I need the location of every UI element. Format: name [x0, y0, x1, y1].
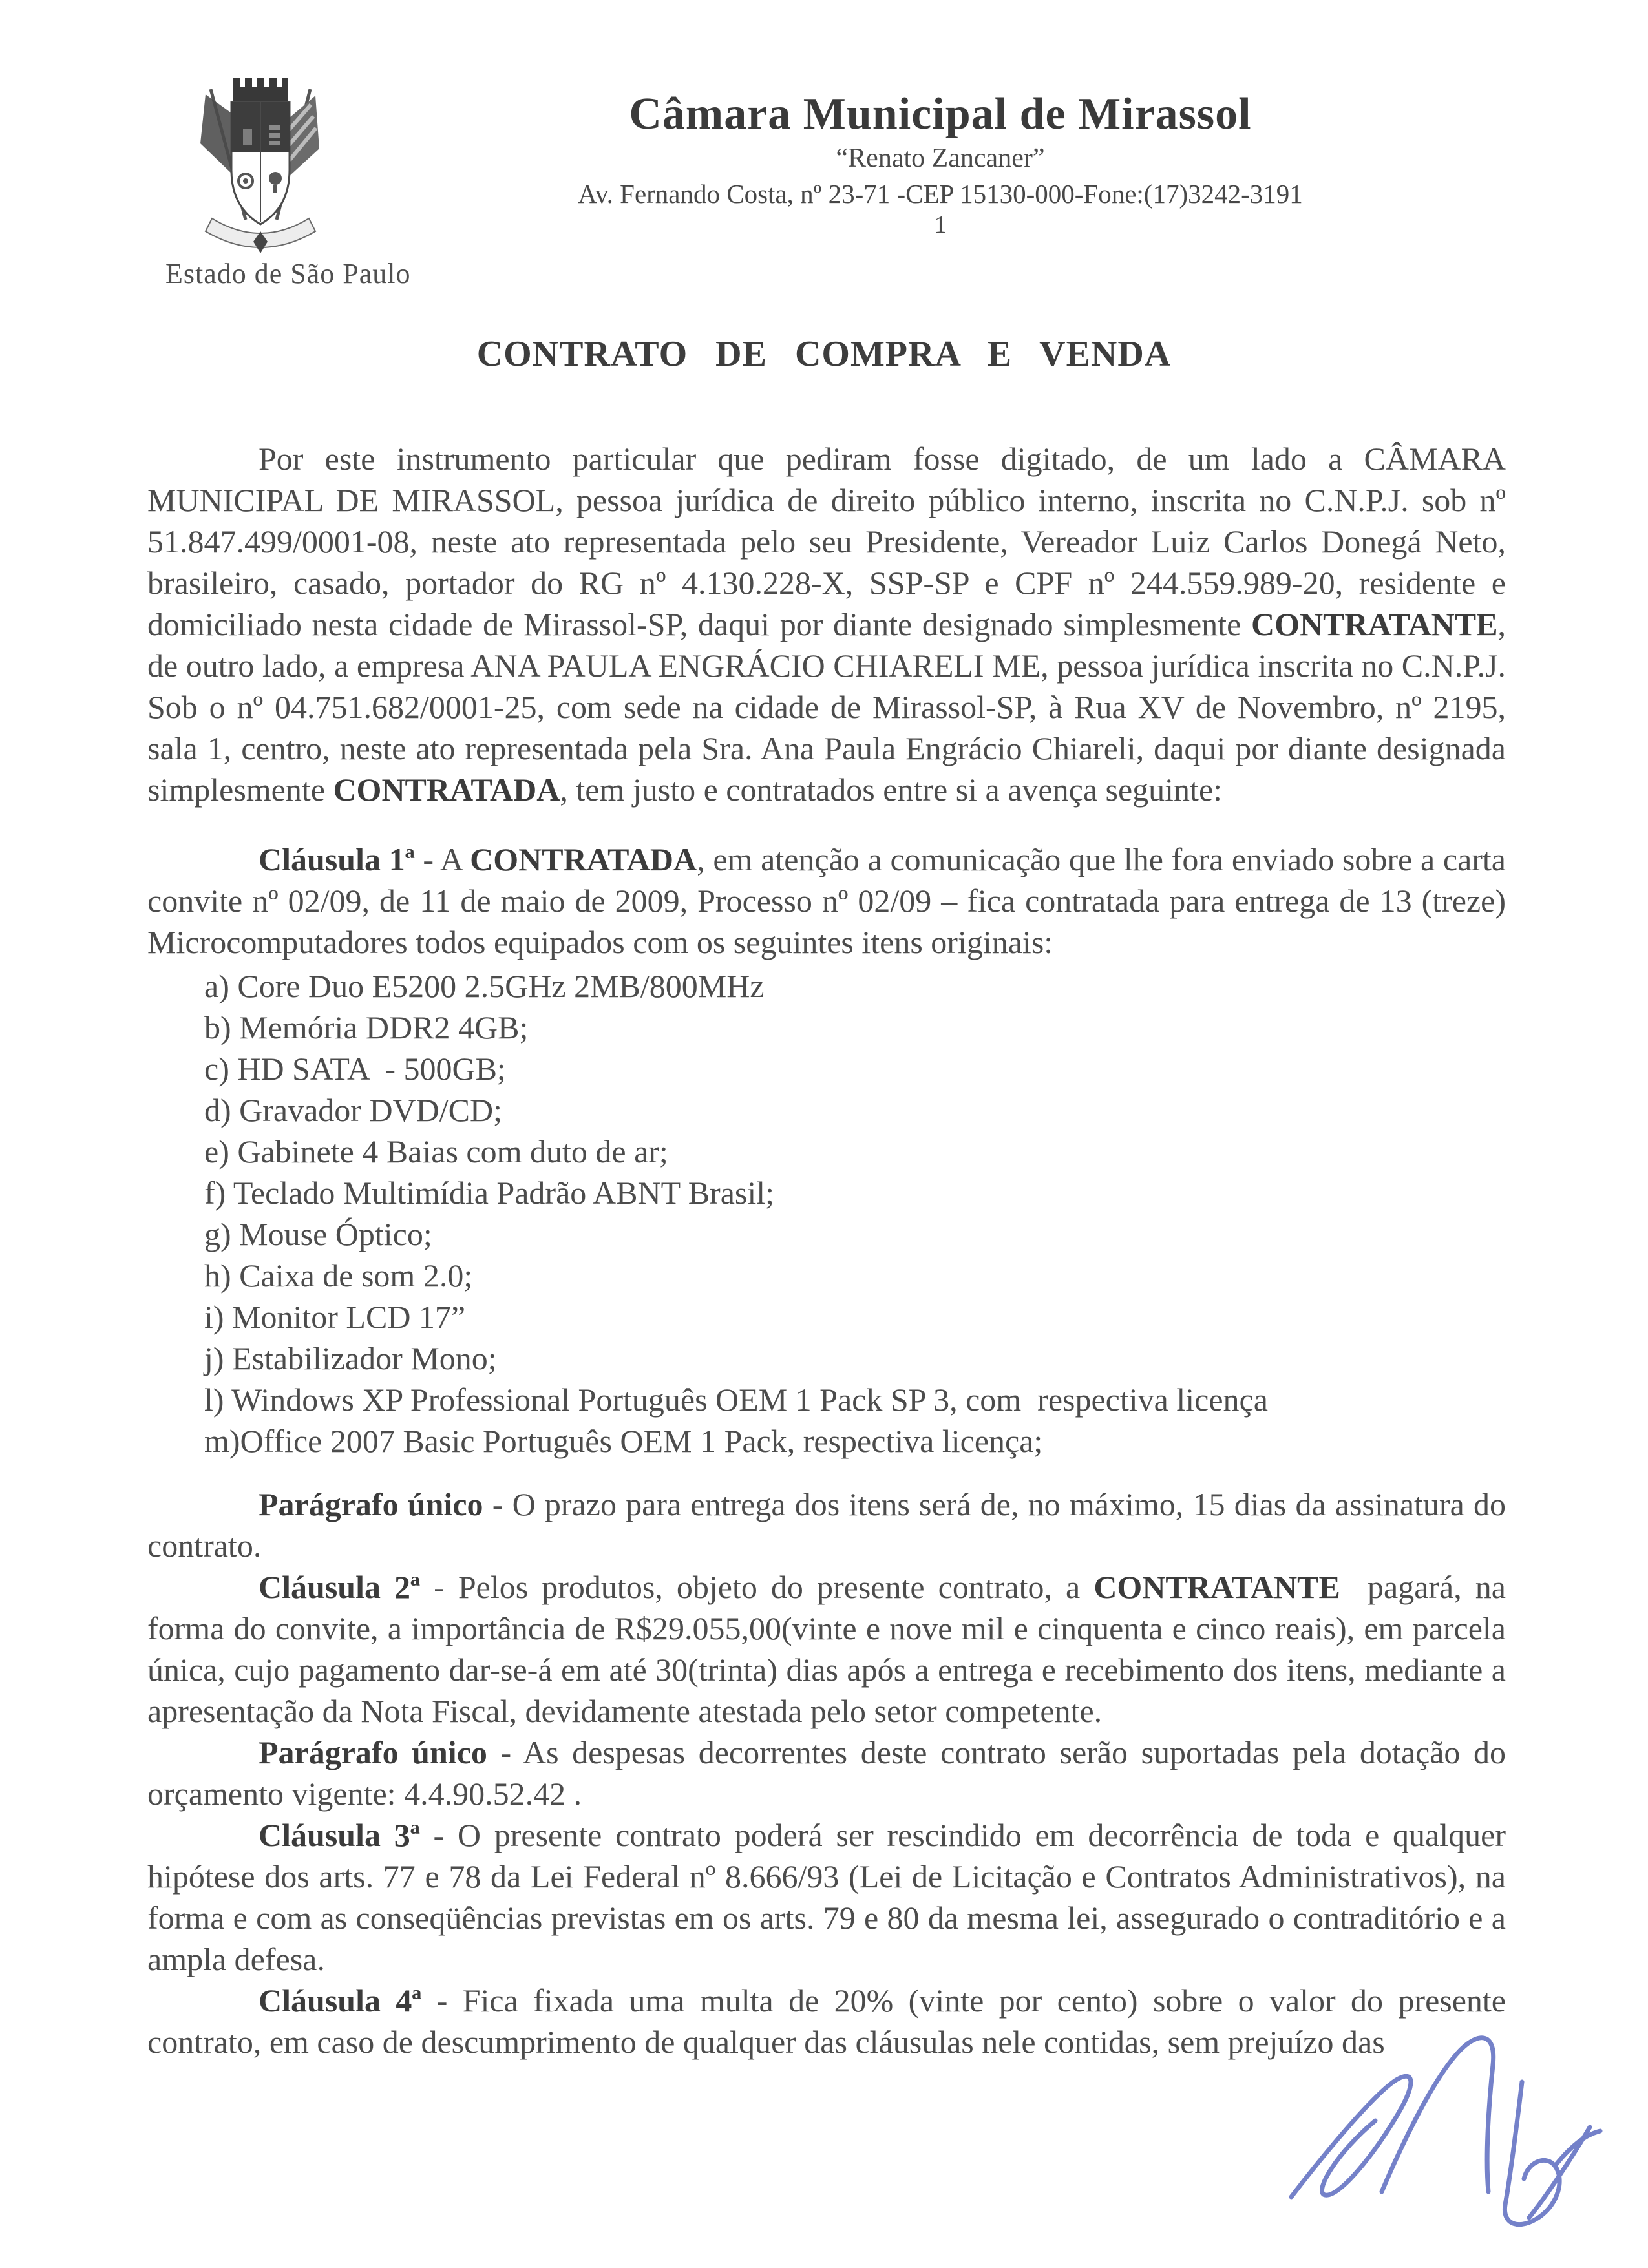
list-item: e) Gabinete 4 Baias com duto de ar;: [204, 1133, 668, 1170]
org-name: Câmara Municipal de Mirassol: [629, 89, 1252, 139]
list-item: j) Estabilizador Mono;: [204, 1340, 497, 1376]
clause-3-paragraph: Cláusula 3ª - O presente contrato poderá ser rescindido em decorrência de toda e qualquer hipótese dos arts. 77 e 78 da Lei Federal nº 8.666/93 (Lei de Licitação e Contratos Administrativos), na forma e com as conseqüências previstas em os arts. 79 e 80 da mesma lei, assegurado o contraditório e a ampla defesa.: [147, 1817, 1514, 1977]
intro-paragraph: Por este instrumento particular que pediram fosse digitado, de um lado a CÂMARA MUNICIPAL DE MIRASSOL, pessoa jurídica de direito público interno, inscrita no C.N.P.J. sob nº 51.847.499/0001-08, neste ato representada pelo seu Presidente, Vereador Luiz Carlos Donegá Neto, brasileiro, casado, portador do RG nº 4.130.228-X, SSP-SP e CPF nº 244.559.989-20, residente e domiciliado nesta cidade de Mirassol-SP, daqui por diante designado simplesmente CONTRATANTE, de outro lado, a empresa ANA PAULA ENGRÁCIO CHIARELI ME, pessoa jurídica inscrita no C.N.P.J. Sob o nº 04.751.682/0001-25, com sede na cidade de Mirassol-SP, à Rua XV de Novembro, nº 2195, sala 1, centro, neste ato representada pela Sra. Ana Paula Engrácio Chiareli, daqui por diante designada simplesmente CONTRATADA, tem justo e contratados entre si a avença seguinte:: [147, 441, 1514, 808]
contract-body: [147, 438, 1514, 2063]
page-number: 1: [934, 211, 947, 238]
list-item: d) Gravador DVD/CD;: [204, 1092, 503, 1128]
list-item: b) Memória DDR2 4GB;: [204, 1009, 529, 1045]
coat-of-arms-image: [186, 65, 335, 258]
org-address: Av. Fernando Costa, nº 23-71 -CEP 15130-000-Fone:(17)3242-3191: [578, 179, 1303, 209]
clause-4-paragraph: Cláusula 4ª - Fica fixada uma multa de 20% (vinte por cento) sobre o valor do presente contrato, em caso de descumprimento de qualquer das cláusulas nele contidas, sem prejuízo das: [147, 1982, 1514, 2060]
clause-1-paragraph: Cláusula 1ª - A CONTRATADA, em atenção a comunicação que lhe fora enviado sobre a carta convite nº 02/09, de 11 de maio de 2009, Processo nº 02/09 – fica contratada para entrega de 13 (treze) Microcomputadores todos equipados com os seguintes itens originais:: [147, 841, 1514, 960]
list-item: f) Teclado Multimídia Padrão ABNT Brasil;: [204, 1175, 775, 1211]
state-label: Estado de São Paulo: [165, 258, 411, 289]
list-item: g) Mouse Óptico;: [204, 1216, 432, 1252]
equipment-list: [204, 965, 1506, 1462]
sole-paragraph-2: Parágrafo único - As despesas decorrentes deste contrato serão suportadas pela dotação do orçamento vigente: 4.4.90.52.42 .: [147, 1734, 1514, 1812]
list-item: m)Office 2007 Basic Português OEM 1 Pack, respectiva licença;: [204, 1423, 1043, 1459]
document-title: CONTRATO DE COMPRA E VENDA: [476, 334, 1172, 374]
letterhead: [394, 89, 1486, 239]
sole-paragraph-1: Parágrafo único - O prazo para entrega dos itens será de, no máximo, 15 dias da assinatura do contrato.: [147, 1486, 1514, 1564]
list-item: i) Monitor LCD 17”: [204, 1299, 466, 1335]
list-item: h) Caixa de som 2.0;: [204, 1257, 473, 1294]
list-item: c) HD SATA - 500GB;: [204, 1051, 506, 1087]
list-item: l) Windows XP Professional Português OEM 1 Pack SP 3, com respectiva licença: [204, 1381, 1268, 1418]
org-nickname: “Renato Zancaner”: [836, 143, 1045, 173]
list-item: a) Core Duo E5200 2.5GHz 2MB/800MHz: [204, 968, 765, 1004]
signature-initials: [1228, 2003, 1648, 2268]
clause-2-paragraph: Cláusula 2ª - Pelos produtos, objeto do presente contrato, a CONTRATANTE pagará, na forma do convite, a importância de R$29.055,00(vinte e nove mil e cinquenta e cinco reais), em parcela única, cujo pagamento dar-se-á em até 30(trinta) dias após a entrega e recebimento dos itens, mediante a apresentação da Nota Fiscal, devidamente atestada pelo setor competente.: [147, 1569, 1514, 1729]
